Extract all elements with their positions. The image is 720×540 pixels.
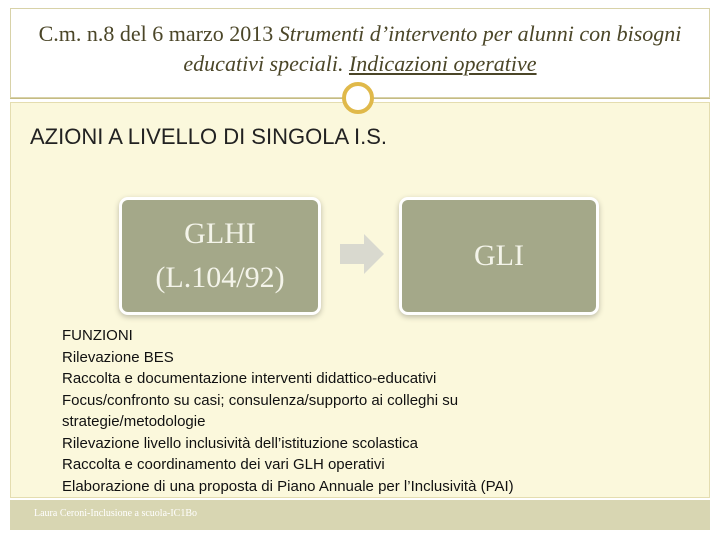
title-prefix: C.m. n.8 del 6 marzo 2013 (38, 21, 279, 46)
ring-ornament-icon (342, 82, 374, 114)
gli-box (402, 200, 596, 312)
list-item: Focus/confronto su casi; consulenza/supporto ai colleghi su (62, 391, 459, 409)
footer-text: Laura Ceroni-Inclusione a scuola-IC1Bo (34, 508, 198, 519)
section-heading: AZIONI A LIVELLO DI SINGOLA I.S. (30, 124, 388, 149)
list-item: Elaborazione di una proposta di Piano Annuale per l’Inclusività (PAI) (62, 477, 514, 495)
list-item: Rilevazione livello inclusività dell’istituzione scolastica (62, 434, 418, 452)
glhi-label: GLHI (184, 217, 256, 250)
right-arrow-icon (340, 234, 384, 274)
list-item: Rilevazione BES (62, 348, 174, 366)
list-item: Raccolta e documentazione interventi didattico-educativi (62, 370, 437, 387)
glhi-law-label: (L.104/92) (155, 261, 285, 294)
list-item: strategie/metodologie (62, 413, 206, 430)
funzioni-heading: FUNZIONI (62, 327, 133, 344)
list-item: Raccolta e coordinamento dei vari GLH operativi (62, 456, 385, 473)
title-italic: Strumenti d’intervento per alunni con bisogni educativi speciali. (183, 21, 682, 76)
funzioni-list (62, 325, 514, 497)
title-underlined: Indicazioni operative (348, 51, 537, 76)
gli-label: GLI (474, 239, 524, 272)
glhi-box (122, 200, 318, 312)
